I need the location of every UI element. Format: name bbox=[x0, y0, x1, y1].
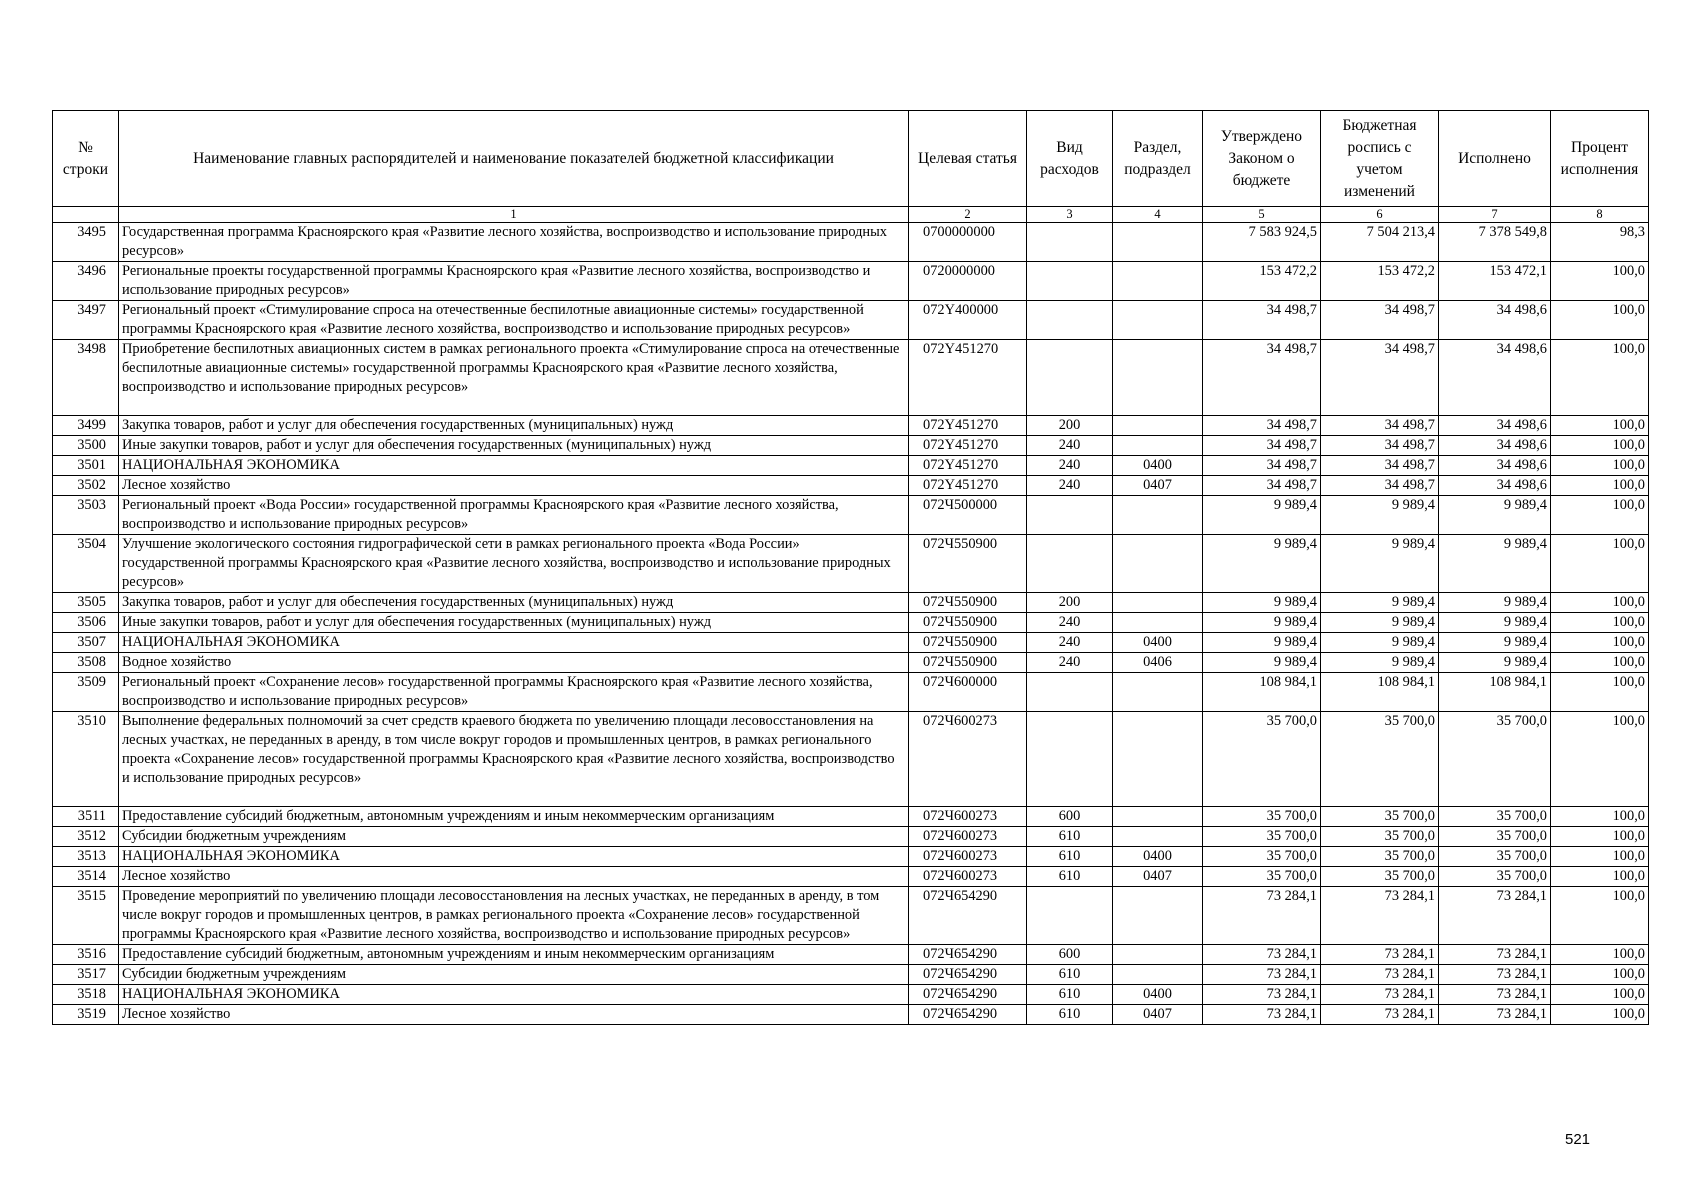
table-row bbox=[53, 223, 1649, 262]
column-number-row bbox=[53, 207, 1649, 223]
row-target-article: 072Ч600273 bbox=[909, 712, 1027, 807]
row-number: 3509 bbox=[53, 673, 119, 712]
row-expense-type: 200 bbox=[1027, 416, 1113, 436]
row-expense-type: 240 bbox=[1027, 653, 1113, 673]
row-schedule: 7 504 213,4 bbox=[1321, 223, 1439, 262]
row-expense-type bbox=[1027, 262, 1113, 301]
row-name: НАЦИОНАЛЬНАЯ ЭКОНОМИКА bbox=[119, 633, 909, 653]
row-percent: 100,0 bbox=[1551, 673, 1649, 712]
column-number: 1 bbox=[119, 207, 909, 223]
row-section bbox=[1113, 712, 1203, 807]
row-target-article: 072Ч600273 bbox=[909, 807, 1027, 827]
row-approved: 73 284,1 bbox=[1203, 887, 1321, 945]
row-name: Предоставление субсидий бюджетным, автономным учреждениям и иным некоммерческим организациям bbox=[119, 807, 909, 827]
row-expense-type bbox=[1027, 887, 1113, 945]
row-name: Водное хозяйство bbox=[119, 653, 909, 673]
row-approved: 34 498,7 bbox=[1203, 436, 1321, 456]
row-number: 3496 bbox=[53, 262, 119, 301]
table-row bbox=[53, 827, 1649, 847]
table-row bbox=[53, 673, 1649, 712]
row-number: 3499 bbox=[53, 416, 119, 436]
row-number: 3514 bbox=[53, 867, 119, 887]
row-executed: 73 284,1 bbox=[1439, 1005, 1551, 1025]
row-executed: 34 498,6 bbox=[1439, 436, 1551, 456]
row-percent: 100,0 bbox=[1551, 827, 1649, 847]
row-name: Субсидии бюджетным учреждениям bbox=[119, 965, 909, 985]
row-executed: 73 284,1 bbox=[1439, 965, 1551, 985]
column-number: 3 bbox=[1027, 207, 1113, 223]
row-name: НАЦИОНАЛЬНАЯ ЭКОНОМИКА bbox=[119, 847, 909, 867]
row-name: Лесное хозяйство bbox=[119, 1005, 909, 1025]
row-schedule: 73 284,1 bbox=[1321, 945, 1439, 965]
row-percent: 100,0 bbox=[1551, 712, 1649, 807]
row-schedule: 153 472,2 bbox=[1321, 262, 1439, 301]
row-name: Закупка товаров, работ и услуг для обеспечения государственных (муниципальных) нужд bbox=[119, 416, 909, 436]
row-section bbox=[1113, 535, 1203, 593]
row-executed: 35 700,0 bbox=[1439, 827, 1551, 847]
row-approved: 35 700,0 bbox=[1203, 867, 1321, 887]
row-executed: 73 284,1 bbox=[1439, 985, 1551, 1005]
row-section: 0400 bbox=[1113, 633, 1203, 653]
row-section bbox=[1113, 593, 1203, 613]
col-header-target-article: Целевая статья bbox=[909, 111, 1027, 207]
row-expense-type: 610 bbox=[1027, 985, 1113, 1005]
row-section: 0407 bbox=[1113, 867, 1203, 887]
row-name: Иные закупки товаров, работ и услуг для обеспечения государственных (муниципальных) нужд bbox=[119, 613, 909, 633]
col-header-row-number: № строки bbox=[53, 111, 119, 207]
row-name: Государственная программа Красноярского края «Развитие лесного хозяйства, воспроизводство и использование природных ресурсов» bbox=[119, 223, 909, 262]
row-approved: 7 583 924,5 bbox=[1203, 223, 1321, 262]
row-number: 3516 bbox=[53, 945, 119, 965]
row-executed: 35 700,0 bbox=[1439, 807, 1551, 827]
row-approved: 35 700,0 bbox=[1203, 847, 1321, 867]
row-executed: 34 498,6 bbox=[1439, 301, 1551, 340]
row-number: 3500 bbox=[53, 436, 119, 456]
row-section: 0400 bbox=[1113, 985, 1203, 1005]
row-executed: 34 498,6 bbox=[1439, 416, 1551, 436]
row-expense-type: 240 bbox=[1027, 613, 1113, 633]
col-header-name: Наименование главных распорядителей и наименование показателей бюджетной классификации bbox=[119, 111, 909, 207]
row-number: 3508 bbox=[53, 653, 119, 673]
row-executed: 35 700,0 bbox=[1439, 847, 1551, 867]
table-row bbox=[53, 456, 1649, 476]
row-section: 0400 bbox=[1113, 847, 1203, 867]
row-section bbox=[1113, 496, 1203, 535]
row-percent: 100,0 bbox=[1551, 262, 1649, 301]
column-number: 6 bbox=[1321, 207, 1439, 223]
row-number: 3498 bbox=[53, 340, 119, 416]
row-schedule: 9 989,4 bbox=[1321, 593, 1439, 613]
row-percent: 100,0 bbox=[1551, 476, 1649, 496]
row-schedule: 9 989,4 bbox=[1321, 633, 1439, 653]
table-row bbox=[53, 476, 1649, 496]
row-approved: 34 498,7 bbox=[1203, 301, 1321, 340]
col-header-expense-type: Вид расходов bbox=[1027, 111, 1113, 207]
table-row bbox=[53, 965, 1649, 985]
row-schedule: 73 284,1 bbox=[1321, 887, 1439, 945]
table-row bbox=[53, 436, 1649, 456]
row-percent: 100,0 bbox=[1551, 867, 1649, 887]
row-expense-type: 240 bbox=[1027, 476, 1113, 496]
row-approved: 34 498,7 bbox=[1203, 416, 1321, 436]
table-row bbox=[53, 985, 1649, 1005]
row-number: 3504 bbox=[53, 535, 119, 593]
row-expense-type: 240 bbox=[1027, 456, 1113, 476]
table-row bbox=[53, 340, 1649, 416]
row-approved: 9 989,4 bbox=[1203, 535, 1321, 593]
col-header-approved: Утверждено Законом о бюджете bbox=[1203, 111, 1321, 207]
row-executed: 34 498,6 bbox=[1439, 476, 1551, 496]
row-percent: 100,0 bbox=[1551, 301, 1649, 340]
table-row bbox=[53, 262, 1649, 301]
row-target-article: 072Ч654290 bbox=[909, 985, 1027, 1005]
row-target-article: 072Ч550900 bbox=[909, 593, 1027, 613]
row-schedule: 9 989,4 bbox=[1321, 653, 1439, 673]
table-row bbox=[53, 1005, 1649, 1025]
table-row bbox=[53, 593, 1649, 613]
column-number: 2 bbox=[909, 207, 1027, 223]
row-section bbox=[1113, 340, 1203, 416]
row-number: 3519 bbox=[53, 1005, 119, 1025]
page-number: 521 bbox=[1565, 1131, 1591, 1148]
row-section: 0400 bbox=[1113, 456, 1203, 476]
row-approved: 35 700,0 bbox=[1203, 807, 1321, 827]
row-approved: 34 498,7 bbox=[1203, 476, 1321, 496]
row-schedule: 34 498,7 bbox=[1321, 416, 1439, 436]
row-section bbox=[1113, 436, 1203, 456]
row-target-article: 0700000000 bbox=[909, 223, 1027, 262]
column-number: 5 bbox=[1203, 207, 1321, 223]
table-row bbox=[53, 416, 1649, 436]
row-expense-type: 610 bbox=[1027, 1005, 1113, 1025]
row-expense-type: 610 bbox=[1027, 867, 1113, 887]
row-expense-type: 610 bbox=[1027, 965, 1113, 985]
row-approved: 153 472,2 bbox=[1203, 262, 1321, 301]
col-header-schedule: Бюджетная роспись с учетом изменений bbox=[1321, 111, 1439, 207]
row-name: Выполнение федеральных полномочий за счет средств краевого бюджета по увеличению площади лесовосстановления на лесных участках, не переданных в аренду, в том числе вокруг городов и промышленных центров, в рамках регионального проекта «Сохранение лесов» государственной программы Красноярского края «Развитие лесного хозяйства, воспроизводство и использование природных ресурсов» bbox=[119, 712, 909, 807]
row-executed: 9 989,4 bbox=[1439, 535, 1551, 593]
row-expense-type: 240 bbox=[1027, 633, 1113, 653]
row-executed: 7 378 549,8 bbox=[1439, 223, 1551, 262]
col-header-section: Раздел, подраздел bbox=[1113, 111, 1203, 207]
row-name: Субсидии бюджетным учреждениям bbox=[119, 827, 909, 847]
row-percent: 100,0 bbox=[1551, 436, 1649, 456]
row-schedule: 108 984,1 bbox=[1321, 673, 1439, 712]
row-percent: 100,0 bbox=[1551, 807, 1649, 827]
row-name: Приобретение беспилотных авиационных систем в рамках регионального проекта «Стимулирование спроса на отечественные беспилотные авиационные системы» государственной программы Красноярского края «Развитие лесного хозяйства, воспроизводство и использование природных ресурсов» bbox=[119, 340, 909, 416]
row-target-article: 072Y451270 bbox=[909, 436, 1027, 456]
row-target-article: 072Ч654290 bbox=[909, 965, 1027, 985]
table-row bbox=[53, 807, 1649, 827]
row-target-article: 072Y451270 bbox=[909, 476, 1027, 496]
row-section bbox=[1113, 262, 1203, 301]
row-approved: 73 284,1 bbox=[1203, 1005, 1321, 1025]
row-approved: 73 284,1 bbox=[1203, 945, 1321, 965]
row-name: Региональный проект «Сохранение лесов» государственной программы Красноярского края «Развитие лесного хозяйства, воспроизводство и использование природных ресурсов» bbox=[119, 673, 909, 712]
row-expense-type bbox=[1027, 496, 1113, 535]
table-row bbox=[53, 633, 1649, 653]
row-target-article: 072Ч654290 bbox=[909, 887, 1027, 945]
row-approved: 108 984,1 bbox=[1203, 673, 1321, 712]
row-percent: 100,0 bbox=[1551, 340, 1649, 416]
row-executed: 9 989,4 bbox=[1439, 593, 1551, 613]
row-section bbox=[1113, 416, 1203, 436]
row-section bbox=[1113, 613, 1203, 633]
row-target-article: 072Ч600273 bbox=[909, 867, 1027, 887]
row-section bbox=[1113, 301, 1203, 340]
row-expense-type: 610 bbox=[1027, 847, 1113, 867]
row-approved: 9 989,4 bbox=[1203, 633, 1321, 653]
row-section bbox=[1113, 223, 1203, 262]
row-percent: 100,0 bbox=[1551, 1005, 1649, 1025]
row-expense-type bbox=[1027, 673, 1113, 712]
row-number: 3506 bbox=[53, 613, 119, 633]
row-executed: 35 700,0 bbox=[1439, 867, 1551, 887]
row-schedule: 35 700,0 bbox=[1321, 847, 1439, 867]
row-schedule: 73 284,1 bbox=[1321, 1005, 1439, 1025]
row-expense-type: 200 bbox=[1027, 593, 1113, 613]
row-name: Лесное хозяйство bbox=[119, 476, 909, 496]
row-expense-type: 600 bbox=[1027, 807, 1113, 827]
row-percent: 100,0 bbox=[1551, 633, 1649, 653]
row-target-article: 072Ч654290 bbox=[909, 1005, 1027, 1025]
column-number: 4 bbox=[1113, 207, 1203, 223]
row-name: Иные закупки товаров, работ и услуг для обеспечения государственных (муниципальных) нужд bbox=[119, 436, 909, 456]
row-approved: 73 284,1 bbox=[1203, 965, 1321, 985]
row-number: 3512 bbox=[53, 827, 119, 847]
row-name: НАЦИОНАЛЬНАЯ ЭКОНОМИКА bbox=[119, 985, 909, 1005]
table-row bbox=[53, 653, 1649, 673]
row-percent: 100,0 bbox=[1551, 653, 1649, 673]
row-target-article: 072Ч550900 bbox=[909, 613, 1027, 633]
row-executed: 9 989,4 bbox=[1439, 653, 1551, 673]
table-row bbox=[53, 535, 1649, 593]
row-name: Улучшение экологического состояния гидрографической сети в рамках регионального проекта «Вода России» государственной программы Красноярского края «Развитие лесного хозяйства, воспроизводство и использование природных ресурсов» bbox=[119, 535, 909, 593]
row-number: 3502 bbox=[53, 476, 119, 496]
row-target-article: 0720000000 bbox=[909, 262, 1027, 301]
table-row bbox=[53, 867, 1649, 887]
row-target-article: 072Ч550900 bbox=[909, 633, 1027, 653]
row-schedule: 35 700,0 bbox=[1321, 867, 1439, 887]
row-name: Региональный проект «Вода России» государственной программы Красноярского края «Развитие лесного хозяйства, воспроизводство и использование природных ресурсов» bbox=[119, 496, 909, 535]
row-schedule: 35 700,0 bbox=[1321, 827, 1439, 847]
table-row bbox=[53, 847, 1649, 867]
row-name: Закупка товаров, работ и услуг для обеспечения государственных (муниципальных) нужд bbox=[119, 593, 909, 613]
row-approved: 35 700,0 bbox=[1203, 712, 1321, 807]
row-name: Региональные проекты государственной программы Красноярского края «Развитие лесного хозяйства, воспроизводство и использование природных ресурсов» bbox=[119, 262, 909, 301]
row-percent: 100,0 bbox=[1551, 887, 1649, 945]
row-approved: 9 989,4 bbox=[1203, 593, 1321, 613]
row-approved: 9 989,4 bbox=[1203, 653, 1321, 673]
row-expense-type: 600 bbox=[1027, 945, 1113, 965]
col-header-percent: Процент исполнения bbox=[1551, 111, 1649, 207]
table-row bbox=[53, 887, 1649, 945]
row-number: 3510 bbox=[53, 712, 119, 807]
row-target-article: 072Y451270 bbox=[909, 416, 1027, 436]
row-schedule: 34 498,7 bbox=[1321, 301, 1439, 340]
row-expense-type: 240 bbox=[1027, 436, 1113, 456]
row-expense-type: 610 bbox=[1027, 827, 1113, 847]
row-schedule: 9 989,4 bbox=[1321, 613, 1439, 633]
row-number: 3513 bbox=[53, 847, 119, 867]
row-target-article: 072Ч500000 bbox=[909, 496, 1027, 535]
row-schedule: 9 989,4 bbox=[1321, 535, 1439, 593]
row-percent: 100,0 bbox=[1551, 535, 1649, 593]
row-section bbox=[1113, 673, 1203, 712]
row-approved: 9 989,4 bbox=[1203, 613, 1321, 633]
table-body bbox=[53, 223, 1649, 1025]
row-executed: 34 498,6 bbox=[1439, 456, 1551, 476]
row-percent: 100,0 bbox=[1551, 593, 1649, 613]
row-section bbox=[1113, 965, 1203, 985]
row-target-article: 072Ч550900 bbox=[909, 653, 1027, 673]
row-section: 0407 bbox=[1113, 476, 1203, 496]
row-executed: 73 284,1 bbox=[1439, 945, 1551, 965]
row-percent: 100,0 bbox=[1551, 613, 1649, 633]
row-target-article: 072Ч600000 bbox=[909, 673, 1027, 712]
row-expense-type bbox=[1027, 712, 1113, 807]
row-approved: 35 700,0 bbox=[1203, 827, 1321, 847]
row-expense-type bbox=[1027, 223, 1113, 262]
table-row bbox=[53, 301, 1649, 340]
row-section: 0407 bbox=[1113, 1005, 1203, 1025]
row-section: 0406 bbox=[1113, 653, 1203, 673]
row-percent: 100,0 bbox=[1551, 985, 1649, 1005]
row-schedule: 34 498,7 bbox=[1321, 456, 1439, 476]
col-header-executed: Исполнено bbox=[1439, 111, 1551, 207]
row-name: НАЦИОНАЛЬНАЯ ЭКОНОМИКА bbox=[119, 456, 909, 476]
row-target-article: 072Ч550900 bbox=[909, 535, 1027, 593]
row-target-article: 072Ч654290 bbox=[909, 945, 1027, 965]
row-percent: 100,0 bbox=[1551, 496, 1649, 535]
column-number: 8 bbox=[1551, 207, 1649, 223]
row-executed: 34 498,6 bbox=[1439, 340, 1551, 416]
row-number: 3503 bbox=[53, 496, 119, 535]
column-number: 7 bbox=[1439, 207, 1551, 223]
row-name: Проведение мероприятий по увеличению площади лесовосстановления на лесных участках, не переданных в аренду, в том числе вокруг городов и промышленных центров, в рамках регионального проекта «Сохранение лесов» государственной программы Красноярского края «Развитие лесного хозяйства, воспроизводство и использование природных ресурсов» bbox=[119, 887, 909, 945]
row-expense-type bbox=[1027, 340, 1113, 416]
table-row bbox=[53, 712, 1649, 807]
row-approved: 34 498,7 bbox=[1203, 456, 1321, 476]
row-target-article: 072Y451270 bbox=[909, 456, 1027, 476]
row-target-article: 072Y400000 bbox=[909, 301, 1027, 340]
row-schedule: 34 498,7 bbox=[1321, 476, 1439, 496]
table-row bbox=[53, 613, 1649, 633]
row-number: 3518 bbox=[53, 985, 119, 1005]
row-percent: 100,0 bbox=[1551, 965, 1649, 985]
row-executed: 9 989,4 bbox=[1439, 613, 1551, 633]
row-number: 3517 bbox=[53, 965, 119, 985]
row-approved: 73 284,1 bbox=[1203, 985, 1321, 1005]
row-percent: 98,3 bbox=[1551, 223, 1649, 262]
row-executed: 9 989,4 bbox=[1439, 633, 1551, 653]
row-number: 3515 bbox=[53, 887, 119, 945]
row-approved: 34 498,7 bbox=[1203, 340, 1321, 416]
row-expense-type bbox=[1027, 535, 1113, 593]
row-executed: 9 989,4 bbox=[1439, 496, 1551, 535]
row-schedule: 9 989,4 bbox=[1321, 496, 1439, 535]
row-section bbox=[1113, 827, 1203, 847]
budget-table bbox=[52, 110, 1649, 1025]
row-section bbox=[1113, 887, 1203, 945]
row-executed: 153 472,1 bbox=[1439, 262, 1551, 301]
row-approved: 9 989,4 bbox=[1203, 496, 1321, 535]
row-schedule: 73 284,1 bbox=[1321, 965, 1439, 985]
row-percent: 100,0 bbox=[1551, 945, 1649, 965]
table-row bbox=[53, 496, 1649, 535]
row-name: Региональный проект «Стимулирование спроса на отечественные беспилотные авиационные системы» государственной программы Красноярского края «Развитие лесного хозяйства, воспроизводство и использование природных ресурсов» bbox=[119, 301, 909, 340]
row-number: 3507 bbox=[53, 633, 119, 653]
row-section bbox=[1113, 807, 1203, 827]
row-section bbox=[1113, 945, 1203, 965]
row-schedule: 34 498,7 bbox=[1321, 436, 1439, 456]
row-number: 3501 bbox=[53, 456, 119, 476]
header-row bbox=[53, 111, 1649, 207]
row-schedule: 34 498,7 bbox=[1321, 340, 1439, 416]
row-number: 3505 bbox=[53, 593, 119, 613]
row-schedule: 35 700,0 bbox=[1321, 712, 1439, 807]
row-percent: 100,0 bbox=[1551, 456, 1649, 476]
row-executed: 35 700,0 bbox=[1439, 712, 1551, 807]
row-target-article: 072Ч600273 bbox=[909, 827, 1027, 847]
row-number: 3495 bbox=[53, 223, 119, 262]
row-executed: 73 284,1 bbox=[1439, 887, 1551, 945]
column-number-blank bbox=[53, 207, 119, 223]
row-schedule: 35 700,0 bbox=[1321, 807, 1439, 827]
table-row bbox=[53, 945, 1649, 965]
row-number: 3511 bbox=[53, 807, 119, 827]
row-percent: 100,0 bbox=[1551, 847, 1649, 867]
row-schedule: 73 284,1 bbox=[1321, 985, 1439, 1005]
row-number: 3497 bbox=[53, 301, 119, 340]
row-name: Лесное хозяйство bbox=[119, 867, 909, 887]
row-target-article: 072Y451270 bbox=[909, 340, 1027, 416]
row-name: Предоставление субсидий бюджетным, автономным учреждениям и иным некоммерческим организациям bbox=[119, 945, 909, 965]
row-executed: 108 984,1 bbox=[1439, 673, 1551, 712]
row-target-article: 072Ч600273 bbox=[909, 847, 1027, 867]
row-expense-type bbox=[1027, 301, 1113, 340]
row-percent: 100,0 bbox=[1551, 416, 1649, 436]
